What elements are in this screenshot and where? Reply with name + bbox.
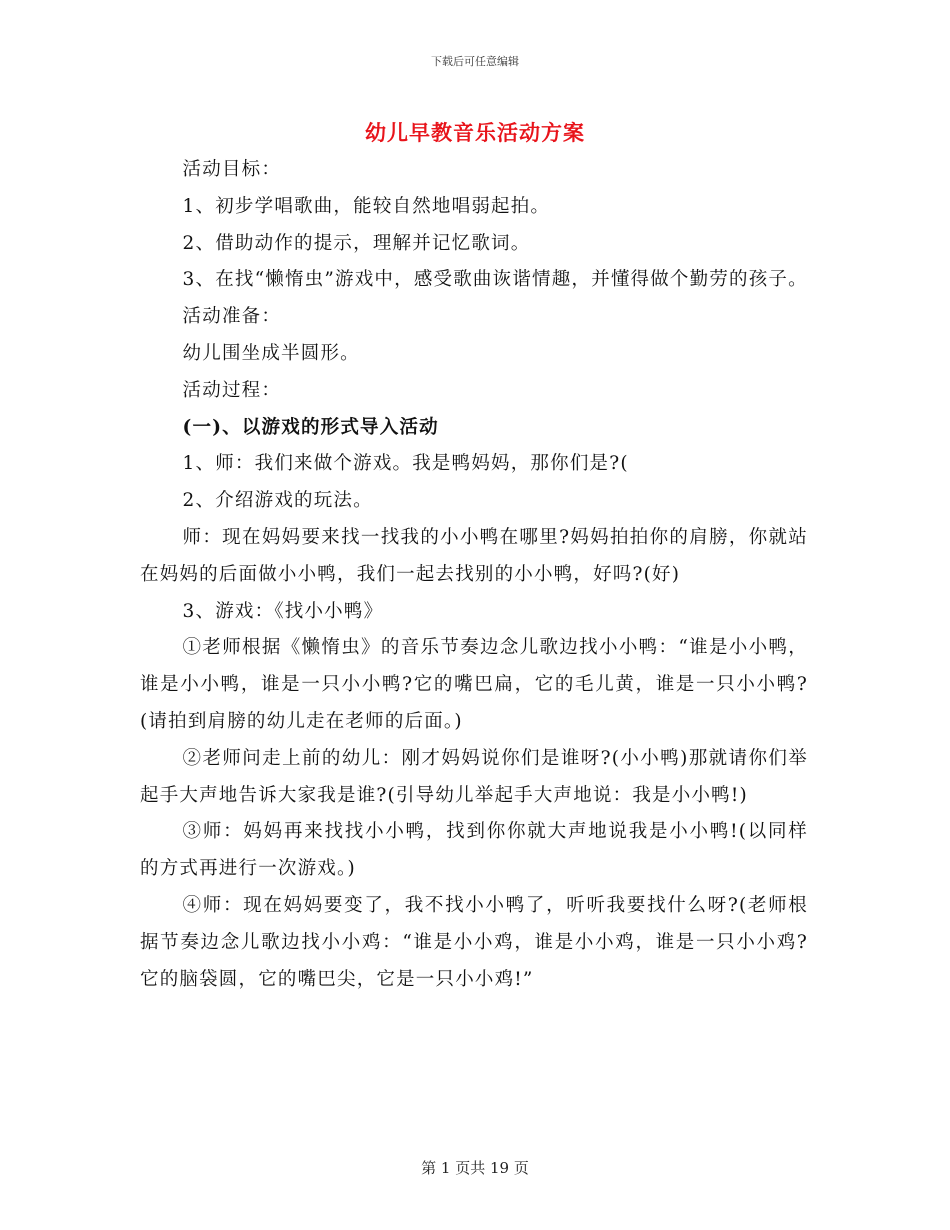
document-body [140, 152, 808, 998]
page-header: 下载后可任意编辑 [431, 55, 519, 68]
paragraph: 活动过程： [182, 379, 282, 401]
document-title: 幼儿早教音乐活动方案 [365, 120, 585, 145]
paragraph: 2、介绍游戏的玩法。 [182, 490, 373, 512]
paragraph: 3、在找“懒惰虫”游戏中，感受歌曲诙谐情趣，并懂得做个勤劳的孩子。 [182, 269, 808, 291]
paragraph: 1、初步学唱歌曲，能较自然地唱弱起拍。 [182, 195, 551, 217]
paragraph: 1、师：我们来做个游戏。我是鸭妈妈，那你们是?( [182, 453, 629, 475]
paragraph: ③师：妈妈再来找找小小鸭，找到你你就大声地说我是小小鸭!(以同样的方式再进行一次游戏。) [140, 821, 808, 880]
paragraph: 3、游戏：《找小小鸭》 [182, 600, 384, 622]
paragraph: ②老师问走上前的幼儿：刚才妈妈说你们是谁呀?(小小鸭)那就请你们举起手大声地告诉大家我是谁?(引导幼儿举起手大声地说：我是小小鸭!) [140, 747, 808, 806]
paragraph: 活动目标： [182, 159, 282, 180]
page-footer: 第 1 页共 19 页 [421, 1159, 529, 1177]
paragraph: ①老师根据《懒惰虫》的音乐节奏边念儿歌边找小小鸭：“谁是小小鸭，谁是小小鸭，谁是一只小小鸭?它的嘴巴扁，它的毛儿黄，谁是一只小小鸭?(请拍到肩膀的幼儿走在老师的后面。) [140, 637, 808, 732]
paragraph: 师：现在妈妈要来找一找我的小小鸭在哪里?妈妈拍拍你的肩膀，你就站在妈妈的后面做小小鸭，我们一起去找别的小小鸭，好吗?(好) [140, 526, 808, 585]
paragraph: 活动准备： [182, 306, 282, 328]
paragraph: ④师：现在妈妈要变了，我不找小小鸭了，听听我要找什么呀?(老师根据节奏边念儿歌边找小小鸡：“谁是小小鸡，谁是小小鸡，谁是一只小小鸡?它的脑袋圆，它的嘴巴尖，它是一只小小鸡!” [140, 894, 808, 990]
section-heading: (一)、以游戏的形式导入活动 [182, 416, 439, 438]
paragraph: 幼儿围坐成半圆形。 [182, 342, 360, 364]
paragraph: 2、借助动作的提示，理解并记忆歌词。 [182, 232, 531, 254]
